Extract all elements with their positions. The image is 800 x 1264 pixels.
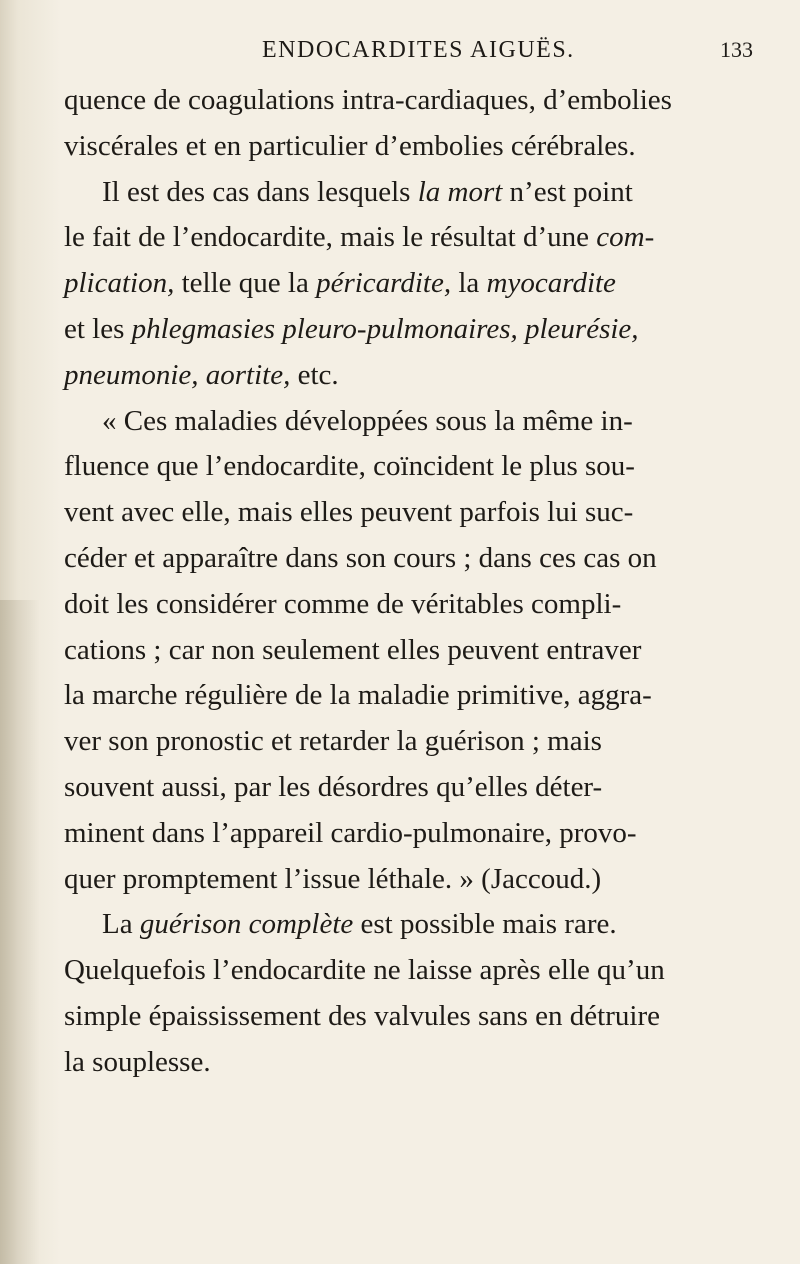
running-head (0, 32, 800, 68)
text-line: doit les considérer comme de véritables compli- (64, 587, 622, 620)
page-number: 133 (720, 37, 753, 62)
body-text (64, 78, 744, 1086)
text-line: quence de coagulations intra-cardiaques, d’embolies (64, 84, 672, 116)
text-line: viscérales et en particulier d’embolies cérébrales. (64, 129, 636, 162)
text-line: Quelquefois l’endocardite ne laisse après elle qu’un (64, 954, 665, 987)
text-line: « Ces maladies développées sous la même in- (102, 404, 633, 437)
text-line: Il est des cas dans lesquels la mort n’est point (102, 175, 633, 208)
text-line: simple épaississement des valvules sans en détruire (64, 999, 660, 1032)
page-gutter-shadow (0, 600, 40, 1264)
text-line: minent dans l’appareil cardio-pulmonaire, provo- (64, 816, 637, 849)
text-line: souvent aussi, par les désordres qu’elles déter- (64, 770, 603, 803)
text-line: vent avec elle, mais elles peuvent parfois lui suc- (64, 496, 634, 529)
text-line: quer promptement l’issue léthale. » (Jaccoud.) (64, 862, 602, 895)
text-line: le fait de l’endocardite, mais le résultat d’une com- (64, 221, 655, 254)
text-line: et les phlegmasies pleuro-pulmonaires, pleurésie, (64, 312, 639, 345)
text-line: fluence que l’endocardite, coïncident le plus sou- (64, 450, 635, 483)
text-line: pneumonie, aortite, etc. (64, 358, 339, 391)
text-line: la souplesse. (64, 1045, 211, 1078)
text-line: ver son pronostic et retarder la guérison ; mais (64, 725, 602, 758)
running-title: ENDOCARDITES AIGUËS. (262, 37, 575, 63)
text-line: cations ; car non seulement elles peuvent entraver (64, 633, 642, 666)
text-line: la marche régulière de la maladie primitive, aggra- (64, 679, 652, 712)
text-line: La guérison complète est possible mais rare. (102, 908, 617, 941)
text-line: plication, telle que la péricardite, la myocardite (64, 267, 616, 300)
text-line: céder et apparaître dans son cours ; dans ces cas on (64, 541, 657, 574)
